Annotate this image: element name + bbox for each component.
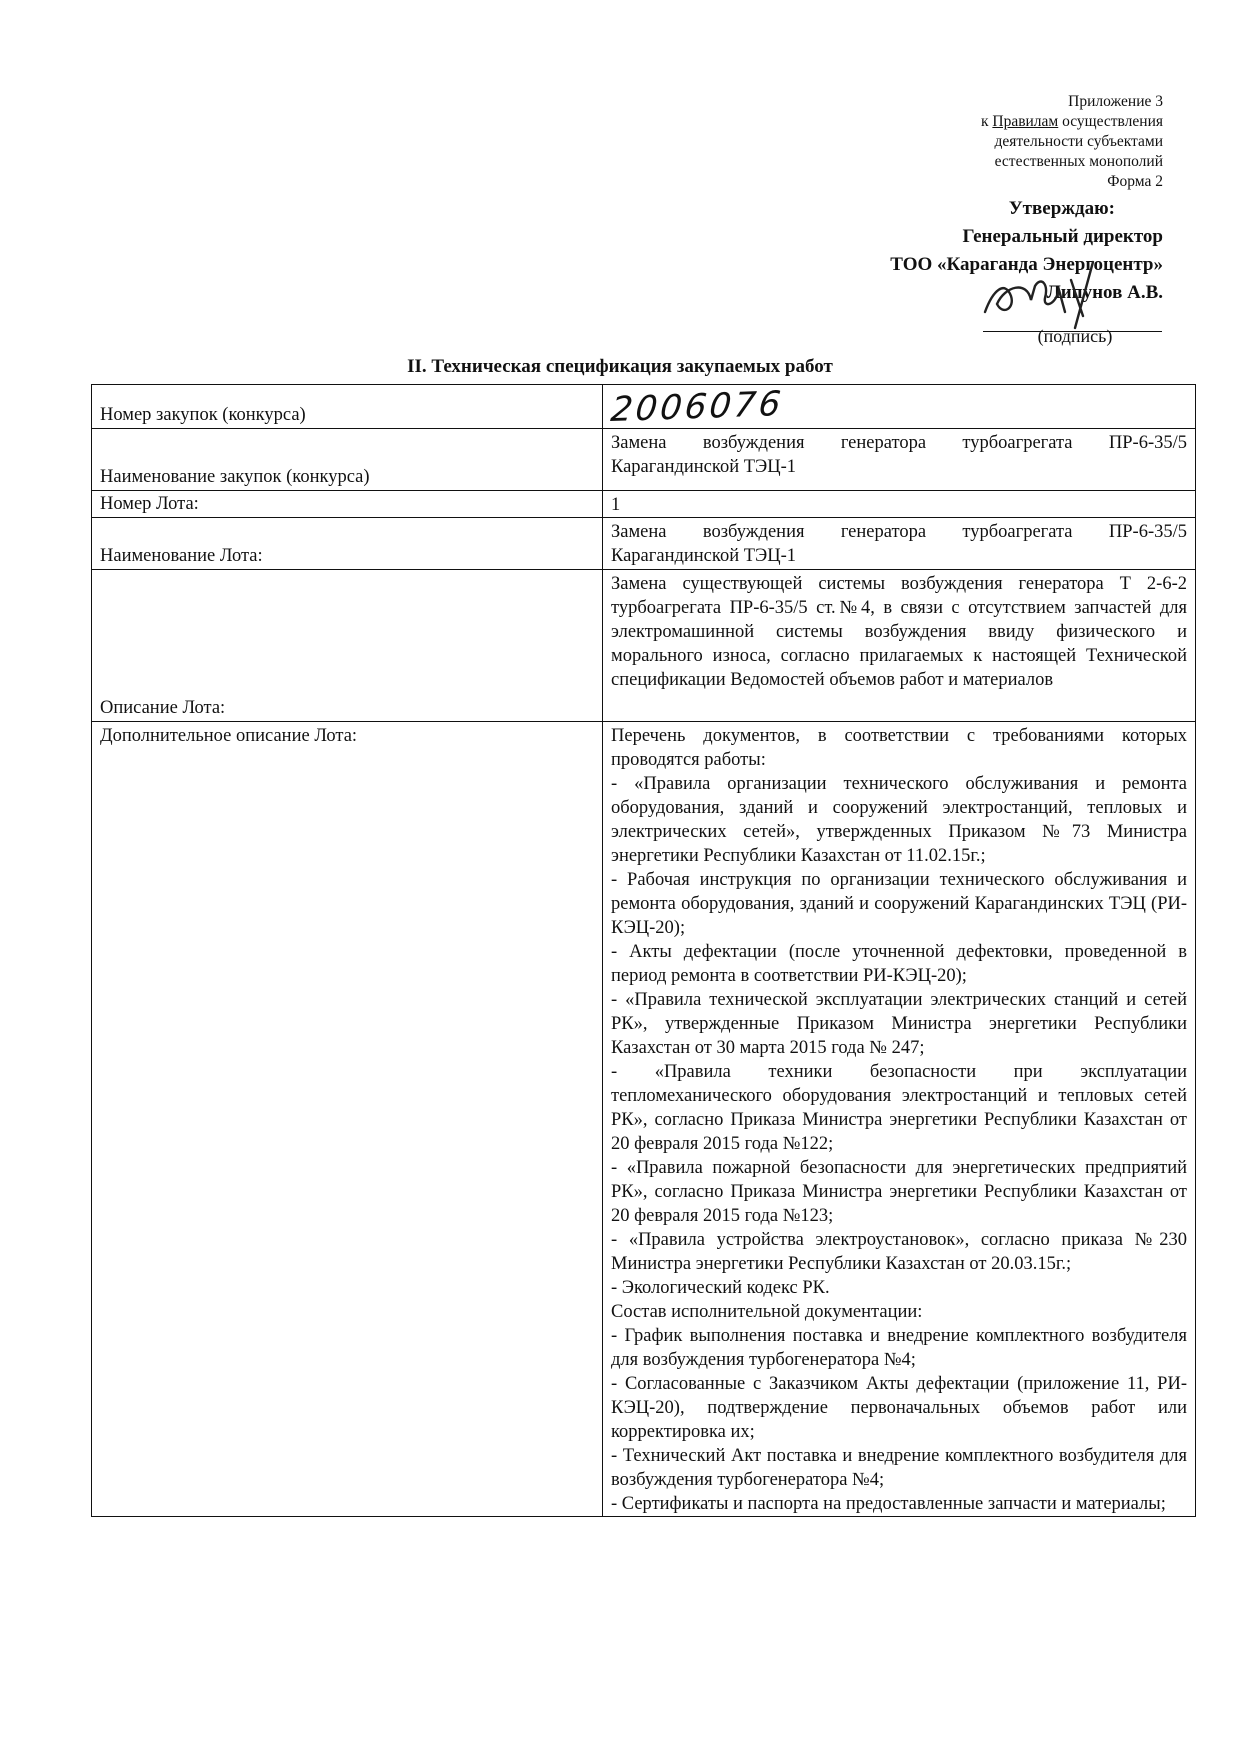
exec-docs-item: - Сертификаты и паспорта на предоставленные запчасти и материалы; (611, 1494, 1166, 1514)
appendix-header (763, 92, 1163, 192)
exec-docs-item: - График выполнения поставка и внедрение комплектного возбудителя для возбуждения турбогенератора №4; (611, 1326, 1187, 1370)
appendix-line-3: деятельности субъектами (994, 133, 1163, 150)
doc-list-item: - Рабочая инструкция по организации технического обслуживания и ремонта оборудования, зданий и сооружений Карагандинских ТЭЦ (РИ-КЭЦ-20); (611, 870, 1187, 938)
purchase-number-cell (603, 385, 1196, 429)
lot-number-value: 1 (603, 491, 1196, 518)
purchase-number-label: Номер закупок (конкурса) (92, 385, 603, 429)
exec-docs-item: - Технический Акт поставка и внедрение комплектного возбудителя для возбуждения турбогенератора №4; (611, 1446, 1187, 1490)
purchase-name-label: Наименование закупок (конкурса) (92, 429, 603, 491)
approver-company: ТОО «Караганда Энергоцентр» (890, 254, 1163, 275)
exec-docs-intro: Состав исполнительной документации: (611, 1302, 923, 1322)
table-row-lot-description (92, 570, 1196, 722)
doc-list-intro: Перечень документов, в соответствии с требованиями которых проводятся работы: (611, 726, 1187, 770)
lot-number-label: Номер Лота: (92, 491, 603, 518)
section-title: II. Техническая спецификация закупаемых работ (407, 356, 833, 377)
lot-description-label: Описание Лота: (92, 570, 603, 722)
lot-description-value: Замена существующей системы возбуждения генератора Т 2-6-2 турбоагрегата ПР-6-35/5 ст.№4, в связи с отсутствием запчастей для электромашинной системы возбуждения ввиду физического и морального износа, согласно прилагаемых к настоящей Технической спецификации Ведомостей объемов работ и материалов (603, 570, 1196, 722)
doc-list-item: - Экологический кодекс РК. (611, 1278, 830, 1298)
table-row-purchase-number (92, 385, 1196, 429)
appendix-form-number: Форма 2 (1107, 173, 1163, 190)
approve-heading: Утверждаю: (1008, 198, 1115, 219)
table-row-purchase-name (92, 429, 1196, 491)
lot-name-label: Наименование Лота: (92, 518, 603, 570)
approver-name: Липунов А.В. (1046, 282, 1163, 303)
approver-position: Генеральный директор (962, 226, 1163, 247)
exec-docs-item: - Согласованные с Заказчиком Акты дефектации (приложение 11, РИ-КЭЦ-20), подтверждение первоначальных объемов работ или корректировка их; (611, 1374, 1187, 1442)
specification-table (91, 384, 1196, 1517)
appendix-line-1: Приложение 3 (1068, 93, 1163, 110)
doc-list-item: - «Правила техники безопасности при эксплуатации тепломеханического оборудования электростанций и тепловых сетей РК», согласно Приказа Министра энергетики Республики Казахстан от 20 февраля 2015 года №122; (611, 1062, 1187, 1154)
table-row-lot-additional-description (92, 722, 1196, 1517)
appendix-line-4: естественных монополий (994, 153, 1163, 170)
appendix-line-2-suffix: осуществления (1058, 113, 1163, 130)
lot-additional-description-value (603, 722, 1196, 1517)
doc-list-item: - Акты дефектации (после уточненной дефектовки, проведенной в период ремонта в соответствии РИ-КЭЦ-20); (611, 942, 1187, 986)
doc-list-item: - «Правила организации технического обслуживания и ремонта оборудования, зданий и сооружений электростанций, тепловых и электрических сетей», утвержденных Приказом №73 Министра энергетики Республики Казахстан от 11.02.15г.; (611, 774, 1187, 866)
table-row-lot-number (92, 491, 1196, 518)
lot-name-value: Замена возбуждения генератора турбоагрегата ПР-6-35/5 Карагандинской ТЭЦ-1 (603, 518, 1196, 570)
purchase-number-value: 2006076 (608, 383, 786, 431)
doc-list-item: - «Правила устройства электроустановок», согласно приказа №230 Министра энергетики Республики Казахстан от 20.03.15г.; (611, 1230, 1187, 1274)
signature-caption: (подпись) (1037, 326, 1113, 346)
lot-additional-description-label: Дополнительное описание Лота: (92, 722, 603, 1517)
doc-list-item: - «Правила технической эксплуатации электрических станций и сетей РК», утвержденные Приказом Министра энергетики Республики Казахстан от 30 марта 2015 года № 247; (611, 990, 1187, 1058)
purchase-name-value: Замена возбуждения генератора турбоагрегата ПР-6-35/5 Карагандинской ТЭЦ-1 (603, 429, 1196, 491)
rules-link[interactable]: Правилам (992, 113, 1059, 130)
handwritten-signature (975, 250, 1135, 330)
doc-list-item: - «Правила пожарной безопасности для энергетических предприятий РК», согласно Приказа Министра энергетики Республики Казахстан от 20 февраля 2015 года №123; (611, 1158, 1187, 1226)
table-row-lot-name (92, 518, 1196, 570)
appendix-line-2 (763, 112, 1163, 132)
appendix-line-2-prefix: к (980, 113, 993, 130)
